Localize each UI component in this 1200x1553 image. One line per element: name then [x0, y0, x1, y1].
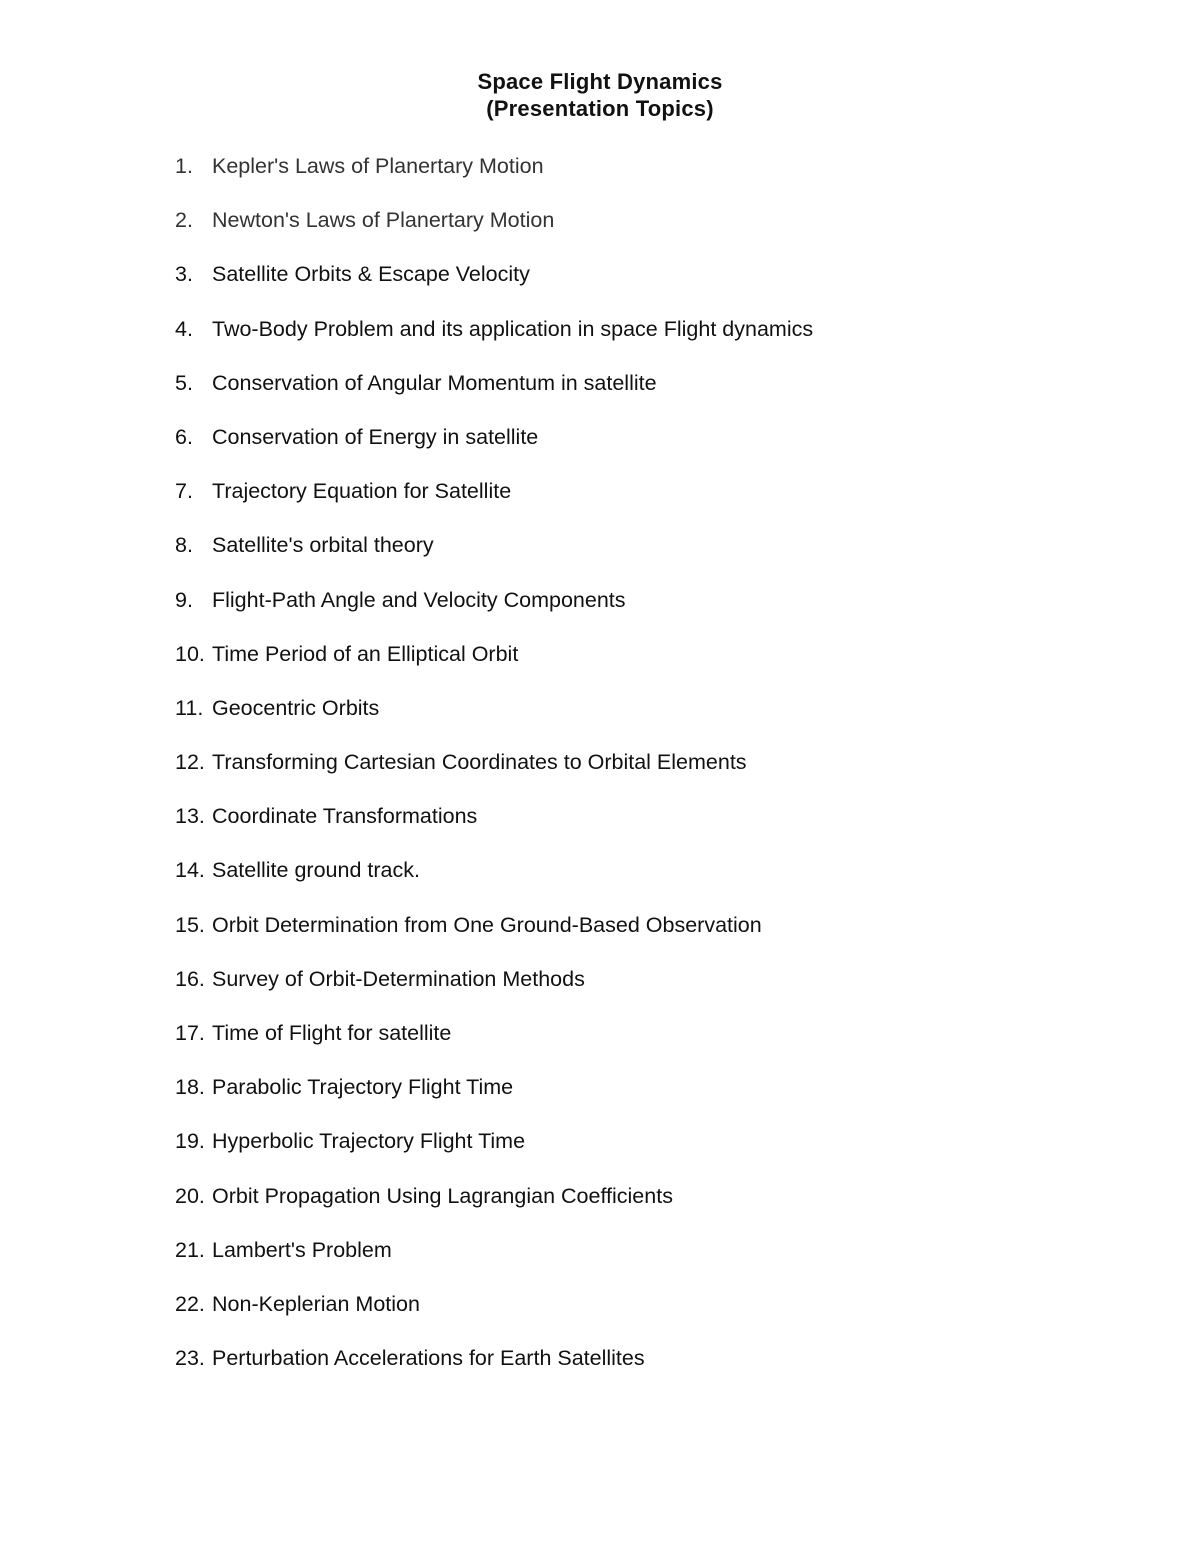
topic-text: Transforming Cartesian Coordinates to Orbital Elements [212, 750, 747, 775]
topic-number: 12. [175, 750, 205, 775]
topic-text: Time Period of an Elliptical Orbit [212, 641, 519, 666]
topic-number: 8. [175, 533, 193, 558]
topic-text: Geocentric Orbits [212, 695, 380, 720]
topic-number: 4. [175, 316, 193, 341]
topic-text: Perturbation Accelerations for Earth Satellites [212, 1346, 645, 1371]
topic-text: Orbit Determination from One Ground-Based Observation [212, 912, 762, 937]
document-title: Space Flight Dynamics [477, 69, 723, 94]
topic-text: Satellite's orbital theory [212, 533, 434, 558]
topic-item [175, 531, 813, 585]
topic-number: 1. [175, 154, 193, 178]
topic-item [175, 423, 813, 477]
topic-number: 6. [175, 424, 193, 449]
document-subtitle: (Presentation Topics) [486, 96, 714, 121]
topic-number: 23. [175, 1346, 205, 1371]
topic-text: Satellite Orbits & Escape Velocity [212, 262, 530, 287]
topic-item [175, 640, 813, 694]
topic-text: Survey of Orbit-Determination Methods [212, 966, 585, 991]
topic-number: 9. [175, 587, 193, 612]
topic-item [175, 260, 813, 314]
topic-item [175, 206, 813, 260]
topic-number: 19. [175, 1129, 205, 1154]
topic-item [175, 856, 813, 910]
topic-item [175, 911, 813, 965]
topic-number: 16. [175, 966, 205, 991]
topic-number: 15. [175, 912, 205, 937]
topic-item [175, 477, 813, 531]
topic-text: Orbit Propagation Using Lagrangian Coefficients [212, 1183, 673, 1208]
topic-item [175, 1290, 813, 1344]
topic-number: 18. [175, 1075, 205, 1100]
topic-item [175, 315, 813, 369]
topic-item [175, 152, 813, 206]
topic-item [175, 965, 813, 1019]
topic-item [175, 1127, 813, 1181]
topic-text: Coordinate Transformations [212, 804, 478, 829]
topic-number: 14. [175, 858, 205, 883]
topic-item [175, 369, 813, 423]
topic-number: 22. [175, 1291, 205, 1316]
topic-text: Lambert's Problem [212, 1237, 392, 1262]
topic-number: 17. [175, 1021, 205, 1045]
topic-number: 5. [175, 370, 193, 395]
topic-text: Satellite ground track. [212, 858, 420, 883]
topic-item [175, 1344, 813, 1398]
topic-text: Flight-Path Angle and Velocity Components [212, 587, 626, 612]
topic-number: 10. [175, 641, 205, 666]
topic-text: Parabolic Trajectory Flight Time [212, 1075, 514, 1100]
title-block [0, 68, 1200, 122]
topic-number: 21. [175, 1237, 205, 1262]
topic-number: 2. [175, 208, 193, 233]
topic-item [175, 748, 813, 802]
topic-text: Hyperbolic Trajectory Flight Time [212, 1129, 526, 1154]
topic-text: Time of Flight for satellite [212, 1021, 452, 1045]
topic-number: 7. [175, 479, 193, 504]
topic-number: 13. [175, 804, 205, 829]
topic-item [175, 802, 813, 856]
topic-item [175, 1019, 813, 1073]
topic-item [175, 1073, 813, 1127]
topic-item [175, 694, 813, 748]
topic-text: Two-Body Problem and its application in space Flight dynamics [212, 316, 814, 341]
topic-text: Non-Keplerian Motion [212, 1291, 420, 1316]
topic-item [175, 1182, 813, 1236]
topic-text: Trajectory Equation for Satellite [212, 479, 512, 504]
topic-number: 20. [175, 1183, 205, 1208]
topic-number: 11. [175, 695, 204, 720]
topic-number: 3. [175, 262, 193, 287]
topic-text: Newton's Laws of Planertary Motion [212, 208, 555, 233]
topic-text: Conservation of Angular Momentum in satellite [212, 370, 657, 395]
topic-item [175, 1236, 813, 1290]
topic-list [175, 152, 813, 1398]
topic-text: Kepler's Laws of Planertary Motion [212, 154, 544, 178]
topic-item [175, 586, 813, 640]
topic-text: Conservation of Energy in satellite [212, 424, 539, 449]
